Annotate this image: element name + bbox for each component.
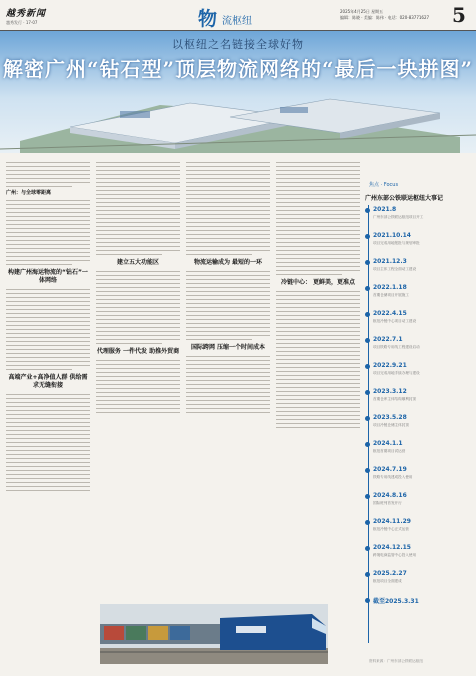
timeline-text: 项目冷链仓储主体封顶 [373, 423, 409, 427]
section-title: 物 [198, 8, 218, 30]
timeline-item [371, 309, 471, 335]
col4-heading-1: 冷链中心： 更鲜美，更准点 [280, 279, 356, 286]
timeline-date: 2022.4.15 [373, 310, 407, 317]
timeline-date: 2024.12.15 [373, 544, 411, 551]
hero-banner [0, 31, 476, 153]
timeline-dot [365, 416, 370, 421]
article-column-1 [6, 160, 90, 670]
timeline-dot [365, 312, 370, 317]
col3-heading-1: 物流运输成为 最短的一环 [193, 259, 263, 266]
timeline-dot [365, 260, 370, 265]
timeline-date: 2021.10.14 [373, 232, 411, 239]
timeline-date: 2024.11.29 [373, 518, 411, 525]
timeline-text: 项目完成用地报批与规划审批 [373, 241, 420, 245]
timeline-date: 2024.1.1 [373, 440, 403, 447]
col1-heading-2: 构建广州海运物流的“钻石”一体网络 [8, 269, 88, 284]
timeline-text: 项目主体工程全面动工建设 [373, 267, 417, 271]
hero-kicker: 以枢纽之名链接全球好物 [172, 38, 304, 51]
timeline-item [371, 465, 471, 491]
timeline-date: 2022.9.21 [373, 362, 407, 369]
timeline-date: 2021.8 [373, 206, 397, 213]
timeline-date: 2024.8.16 [373, 492, 407, 499]
timeline-item [371, 413, 471, 439]
col2-heading-1: 建立五大功能区 [116, 259, 159, 266]
timeline-text: 铁路专用线建成投入使用 [373, 475, 413, 479]
timeline-dot [365, 546, 370, 551]
timeline-item [371, 205, 471, 231]
timeline-item [371, 283, 471, 309]
timeline-dot [365, 208, 370, 213]
timeline-date: 2023.3.12 [373, 388, 407, 395]
timeline-dot [365, 442, 370, 447]
timeline-item [371, 517, 471, 543]
timeline-dot [365, 286, 370, 291]
timeline-item [371, 335, 471, 361]
timeline-text: 枢纽首期项目试运营 [373, 449, 406, 453]
timeline-list [371, 205, 471, 621]
timeline-dot [365, 390, 370, 395]
timeline-axis [368, 205, 369, 643]
timeline-item [371, 361, 471, 387]
timeline-text: 枢纽冷链中心项目动工建设 [373, 319, 417, 323]
timeline-dot [365, 364, 370, 369]
timeline-date: 2024.7.19 [373, 466, 407, 473]
timeline-text: 首期仓储项目开展施工 [373, 293, 409, 297]
timeline-item [371, 231, 471, 257]
timeline-text: 首期仓库主体结构顺利封顶 [373, 397, 417, 401]
focus-label: 焦点 · Focus [369, 182, 399, 188]
timeline-item [371, 595, 471, 621]
timeline-date: 2023.5.28 [373, 414, 407, 421]
timeline-item [371, 491, 471, 517]
col1-heading-1: 广州：与全球零距离 [6, 190, 52, 196]
timeline-dot [365, 494, 370, 499]
timeline-date: 2021.12.3 [373, 258, 407, 265]
timeline-text: 广州东部公铁联运枢纽项目开工 [373, 215, 424, 219]
timeline-dot [365, 572, 370, 577]
timeline-text: 项目铁路专用线工程建设启动 [373, 345, 420, 349]
timeline-dot [365, 468, 370, 473]
timeline-item [371, 387, 471, 413]
timeline-text: 国际班列首发开行 [373, 501, 402, 505]
page-number: 5 [452, 3, 466, 27]
timeline-item [371, 569, 471, 595]
timeline-panel [365, 153, 473, 671]
timeline-text: 枢纽冷链中心正式运营 [373, 527, 409, 531]
header-info [340, 9, 429, 21]
timeline-dot [365, 234, 370, 239]
page-header [0, 0, 476, 31]
hero-headline: 解密广州“钻石型”顶层物流网络的“最后一块拼图” [2, 57, 473, 81]
timeline-item [371, 439, 471, 465]
timeline-date: 2022.7.1 [373, 336, 403, 343]
article-column-4 [276, 160, 360, 670]
timeline-item [371, 257, 471, 283]
timeline-text: 项目完成用地手续办理与建设 [373, 371, 420, 375]
train-photo [100, 604, 328, 664]
masthead-sub: 越秀发行 · 17-07 [6, 20, 38, 25]
timeline-date: 2025.2.27 [373, 570, 407, 577]
timeline-footnote: 资料来源：广州东部公铁联运枢纽 [369, 659, 423, 663]
col2-heading-2: 代理服务 一件代发 助推外贸商 [96, 348, 180, 355]
article-column-3 [186, 160, 270, 600]
col1-heading-3: 高端产业+高净值人群 供给需求无缝衔接 [8, 374, 88, 389]
timeline-item [371, 543, 471, 569]
article-column-2 [96, 160, 180, 600]
masthead: 越秀新闻 [6, 9, 47, 19]
timeline-dot [365, 520, 370, 525]
timeline-dot [365, 598, 370, 603]
section-subtitle: 流枢纽 [222, 16, 252, 27]
timeline-text: 枢纽项目全面建成 [373, 579, 402, 583]
timeline-dot [365, 338, 370, 343]
editor-line: 编辑：陈晓 · 美编：陈伟 · 电话：020-83771627 [340, 15, 430, 20]
timeline-text: 跨境电商监管中心投入使用 [373, 553, 417, 557]
col3-heading-2: 国际跨网 压缩一个时间成本 [190, 344, 266, 351]
timeline-date: 截至2025.3.31 [373, 598, 419, 605]
timeline-date: 2022.1.18 [373, 284, 407, 291]
timeline-title: 广州东部公铁联运枢纽大事记 [365, 195, 444, 202]
issue-date: 2025年4月25日 星期五 [340, 9, 384, 14]
